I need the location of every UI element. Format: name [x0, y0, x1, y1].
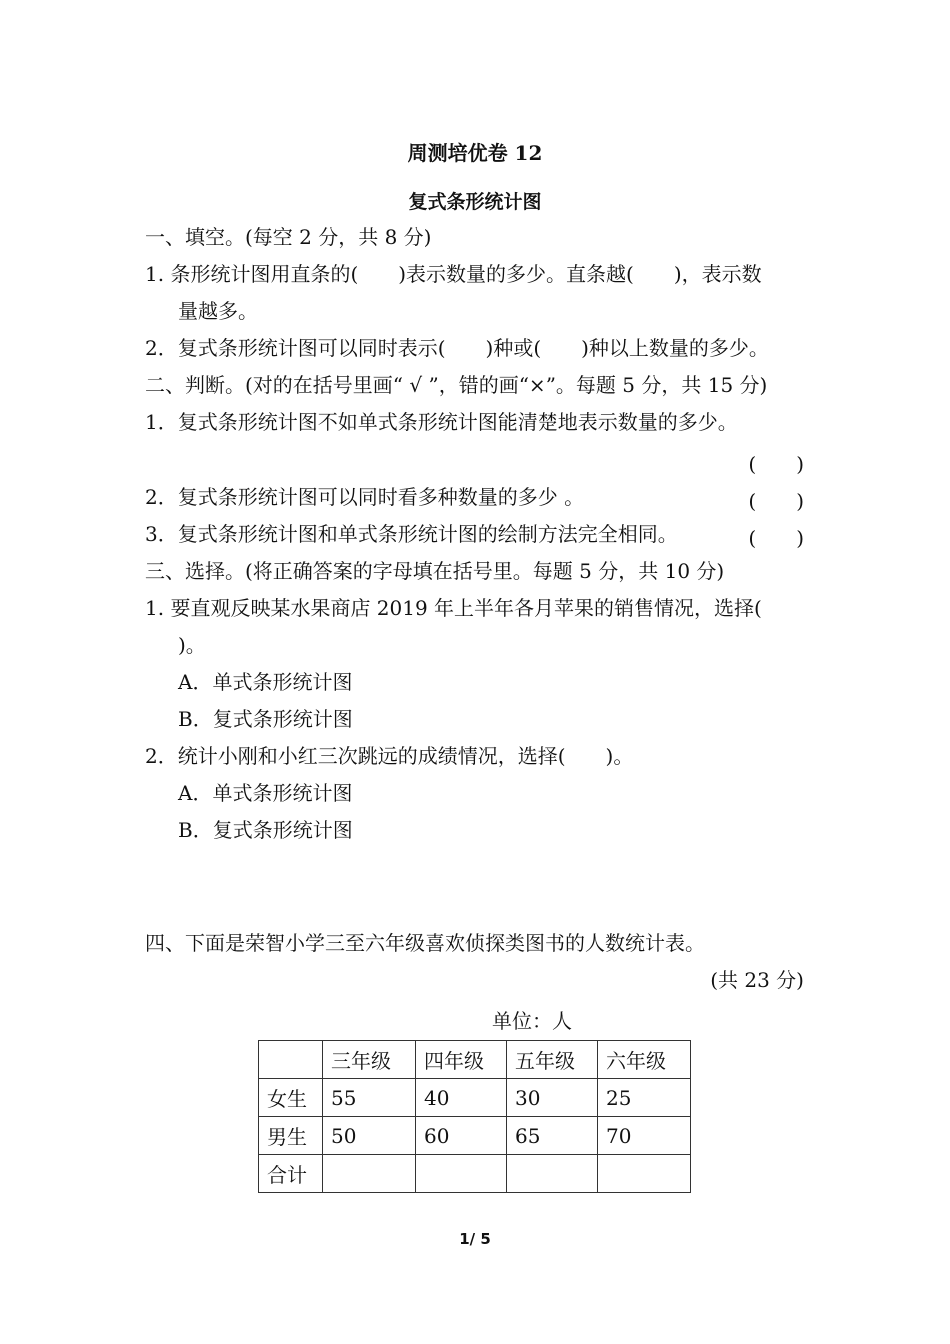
table-row — [259, 1117, 691, 1155]
table-row-label: 合计 — [259, 1155, 323, 1193]
section1-heading: 一、填空。(每空 2 分，共 8 分) — [145, 225, 432, 249]
table-row-label: 女生 — [259, 1079, 323, 1117]
table-row — [259, 1155, 691, 1193]
section4-heading: 四、下面是荣智小学三至六年级喜欢侦探类图书的人数统计表。 — [145, 931, 705, 955]
section2-q3: 3．复式条形统计图和单式条形统计图的绘制方法完全相同。 — [145, 522, 678, 546]
table-cell: 50 — [323, 1117, 416, 1155]
table-cell: 40 — [416, 1079, 507, 1117]
section2-heading: 二、判断。(对的在括号里画“ √ ”，错的画“×”。每题 5 分，共 15 分) — [145, 373, 768, 397]
table-cell-blank[interactable] — [598, 1155, 691, 1193]
section3-q2-option-b: B．复式条形统计图 — [178, 818, 353, 842]
section3-q1-line1: 1. 要直观反映某水果商店 2019 年上半年各月苹果的销售情况，选择( — [145, 596, 762, 620]
table-cell: 60 — [416, 1117, 507, 1155]
section3-q1-option-b: B．复式条形统计图 — [178, 707, 353, 731]
table-row-label: 男生 — [259, 1117, 323, 1155]
table-header-cell: 六年级 — [598, 1041, 691, 1079]
page-number: 1/ 5 — [459, 1230, 491, 1248]
page-title: 周测培优卷 12 — [407, 141, 543, 165]
table-cell: 55 — [323, 1079, 416, 1117]
table-cell-blank[interactable] — [416, 1155, 507, 1193]
table-row — [259, 1079, 691, 1117]
section2-q3-answer-paren: ( ) — [748, 526, 804, 550]
section3-q1-line2: )。 — [178, 633, 206, 657]
table-header-row — [259, 1041, 691, 1079]
section2-q1-answer-paren: ( ) — [748, 452, 804, 476]
table-header-cell — [259, 1041, 323, 1079]
table-cell: 70 — [598, 1117, 691, 1155]
section4-points: (共 23 分) — [710, 968, 804, 992]
section2-q2: 2．复式条形统计图可以同时看多种数量的多少 。 — [145, 485, 585, 509]
reader-stats-table — [258, 1040, 691, 1193]
section1-q1-line1: 1. 条形统计图用直条的( )表示数量的多少。直条越( )，表示数 — [145, 262, 762, 286]
section3-q2: 2．统计小刚和小红三次跳远的成绩情况，选择( )。 — [145, 744, 634, 768]
section1-q1-line2: 量越多。 — [178, 299, 258, 323]
table-cell-blank[interactable] — [323, 1155, 416, 1193]
table-unit-label: 单位：人 — [492, 1009, 572, 1033]
table-header-cell: 四年级 — [416, 1041, 507, 1079]
table-cell: 65 — [507, 1117, 598, 1155]
section3-heading: 三、选择。(将正确答案的字母填在括号里。每题 5 分，共 10 分) — [145, 559, 725, 583]
section3-q1-option-a: A．单式条形统计图 — [178, 670, 353, 694]
table-header-cell: 三年级 — [323, 1041, 416, 1079]
page-subtitle: 复式条形统计图 — [408, 191, 542, 213]
table-cell: 30 — [507, 1079, 598, 1117]
section1-q2: 2．复式条形统计图可以同时表示( )种或( )种以上数量的多少。 — [145, 336, 769, 360]
table-cell-blank[interactable] — [507, 1155, 598, 1193]
section2-q2-answer-paren: ( ) — [748, 489, 804, 513]
table-header-cell: 五年级 — [507, 1041, 598, 1079]
section3-q2-option-a: A．单式条形统计图 — [178, 781, 353, 805]
section2-q1: 1．复式条形统计图不如单式条形统计图能清楚地表示数量的多少。 — [145, 410, 738, 434]
table-cell: 25 — [598, 1079, 691, 1117]
